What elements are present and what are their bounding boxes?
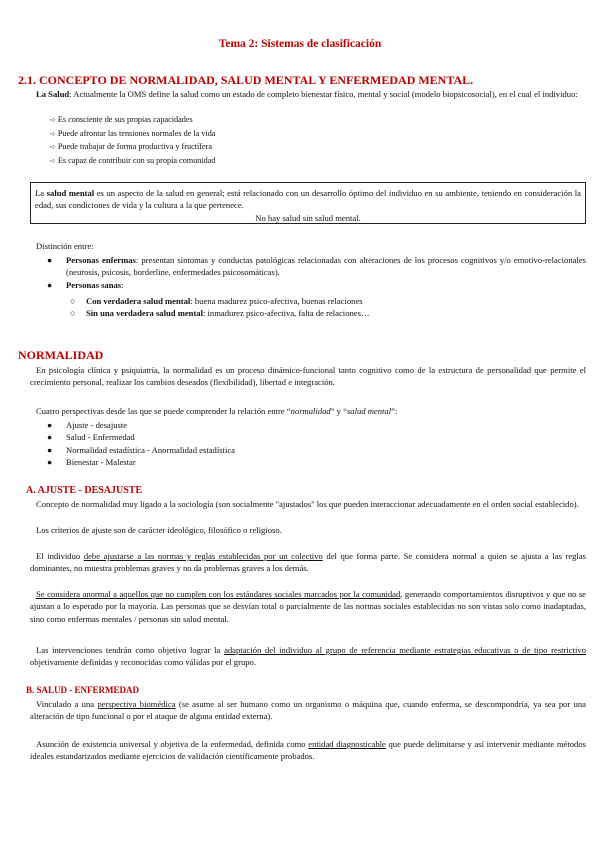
list-item: ➪ Puede afrontar las tensiones normales de la vida: [50, 128, 216, 138]
list-item: ● Bienestar - Malestar: [47, 457, 136, 468]
individuo-list: [50, 114, 215, 168]
ajuste-paragraph-5: Las intervenciones tendrán como objetivo lograr la adaptación del individuo al grupo de referencia mediante estrategias educativas o de tipo restrictivo objetivamente definidas y reconocidas como válidas por el grupo.: [30, 645, 586, 668]
bullet-icon: ●: [47, 444, 53, 455]
salud-mental-box: [30, 182, 586, 224]
arrow-icon: ➪: [50, 116, 56, 124]
salud-definition: : Actualmente la OMS define la salud como un estado de completo bienestar físico, mental y social (modelo biopsicosocial), en el cual el individuo:: [69, 89, 578, 99]
salud-intro-paragraph: [30, 88, 586, 100]
list-item: ➪ Es capaz de contribuir con su propia comunidad: [50, 155, 216, 165]
bullet-icon: ●: [47, 420, 53, 430]
salud-mental-term: salud mental: [46, 188, 95, 198]
arrow-icon: ➪: [50, 143, 56, 151]
list-item: ○ Con verdadera salud mental: buena madurez psico-afectiva, buenas relaciones: [70, 296, 363, 306]
document-title: Tema 2: Sistemas de clasificación: [218, 38, 382, 50]
circle-bullet-icon: ○: [70, 296, 76, 306]
list-item: ➪ Puede trabajar de forma productiva y fructífera: [50, 142, 212, 151]
salud-mental-motto: No hay salud sin salud mental.: [255, 212, 361, 223]
bullet-icon: ●: [47, 279, 53, 290]
arrow-icon: ➪: [50, 129, 56, 138]
list-item: ➪ Es consciente de sus propias capacidades: [50, 115, 193, 124]
ajuste-paragraph-1: Concepto de normalidad muy ligado a la sociología (son socialmente "ajustados" los que pueden interaccionar adecuadamente en el orden social establecido).: [36, 499, 579, 509]
normalidad-heading: NORMALIDAD: [18, 348, 104, 362]
distincion-list: [30, 254, 586, 291]
list-item: ● Salud - Enfermedad: [47, 432, 135, 443]
bullet-icon: ●: [47, 255, 53, 265]
list-item: ● Ajuste - desajuste: [47, 420, 128, 430]
arrow-icon: ➪: [50, 156, 56, 165]
perspectivas-list: [30, 419, 586, 469]
section-heading-concepto: 2.1. CONCEPTO DE NORMALIDAD, SALUD MENTAL Y ENFERMEDAD MENTAL.: [18, 73, 474, 87]
ajuste-heading: A. AJUSTE - DESAJUSTE: [26, 485, 143, 496]
normalidad-paragraph: En psicología clínica y psiquiatría, la normalidad es un proceso dinámico-funcional tanto cognitivo como de la estructura de personalidad que permite el crecimiento personal, realizar los cambios deseados (flexibilidad), libertad e integración.: [30, 365, 586, 388]
list-item: ● Personas sanas:: [47, 279, 124, 290]
list-item: ● Normalidad estadística - Anormalidad estadística: [47, 444, 235, 455]
salud-enfermedad-paragraph-2: Asunción de existencia universal y objetiva de la enfermedad, definida como entidad diagnosticable que puede delimitarse y así intervenir mediante métodos ideales estandarizados mediante ejercicios de validación científicamente probados.: [30, 739, 586, 762]
salud-term: La Salud: [36, 89, 70, 99]
salud-mental-definition: La salud mental es un aspecto de la salud en general; está relacionado con un desarrollo óptimo del individuo en su ambiente, teniendo en consideración la edad, sus condiciones de vida y la cultura a la que pertenece.: [35, 188, 581, 211]
bullet-icon: ●: [47, 457, 53, 468]
list-item: ● Personas enfermas: presentan síntomas y conductas patológicas relacionadas con alteraciones de los procesos cognitivos y/o emotivo-relacionales (neurosis, psicosis, borderline, enfermedades psicosomáticas).: [47, 255, 586, 278]
ajuste-paragraph-3: El individuo debe ajustarse a las normas y reglas establecidas por un colectivo del que forma parte. Se considera normal a quien se ajusta a las reglas dominantes, no muestra problemas graves y no da problemas graves a los demás.: [30, 551, 586, 574]
distincion-label: Distinción entre:: [36, 241, 94, 251]
ajuste-paragraph-2: Los criterios de ajuste son de carácter ideológico, filosófico o religioso.: [36, 525, 282, 535]
circle-bullet-icon: ○: [70, 308, 76, 319]
perspectivas-intro: Cuatro perspectivas desde las que se puede comprender la relación entre “normalidad” y “salud mental”:: [36, 406, 398, 416]
salud-enfermedad-paragraph-1: Vinculado a una perspectiva biomédica (se asume al ser humano como un organismo o máquina que, cuando enferma, se descompondría, ya sea por una alteración de tipo funcional o por el ataque de alguna entidad externa).: [30, 699, 586, 722]
ajuste-paragraph-4: Se considera anormal a aquellos que no cumplen con los estándares sociales marcados por la comunidad, generando comportamientos disruptivos y que no se ajustan a lo esperado por la mayoría. Las personas que se desvían total o parcialmente de las normas sociales establecidas no son vistas solo como inadaptadas, sino como enfermas mentales / personas sin salud mental.: [30, 589, 586, 624]
bullet-icon: ●: [47, 432, 53, 443]
personas-sanas-sublist: [30, 295, 586, 320]
salud-enfermedad-heading: B. SALUD - ENFERMEDAD: [26, 685, 140, 695]
list-item: ○ Sin una verdadera salud mental: inmadurez psico-afectiva, falta de relaciones…: [70, 308, 370, 319]
